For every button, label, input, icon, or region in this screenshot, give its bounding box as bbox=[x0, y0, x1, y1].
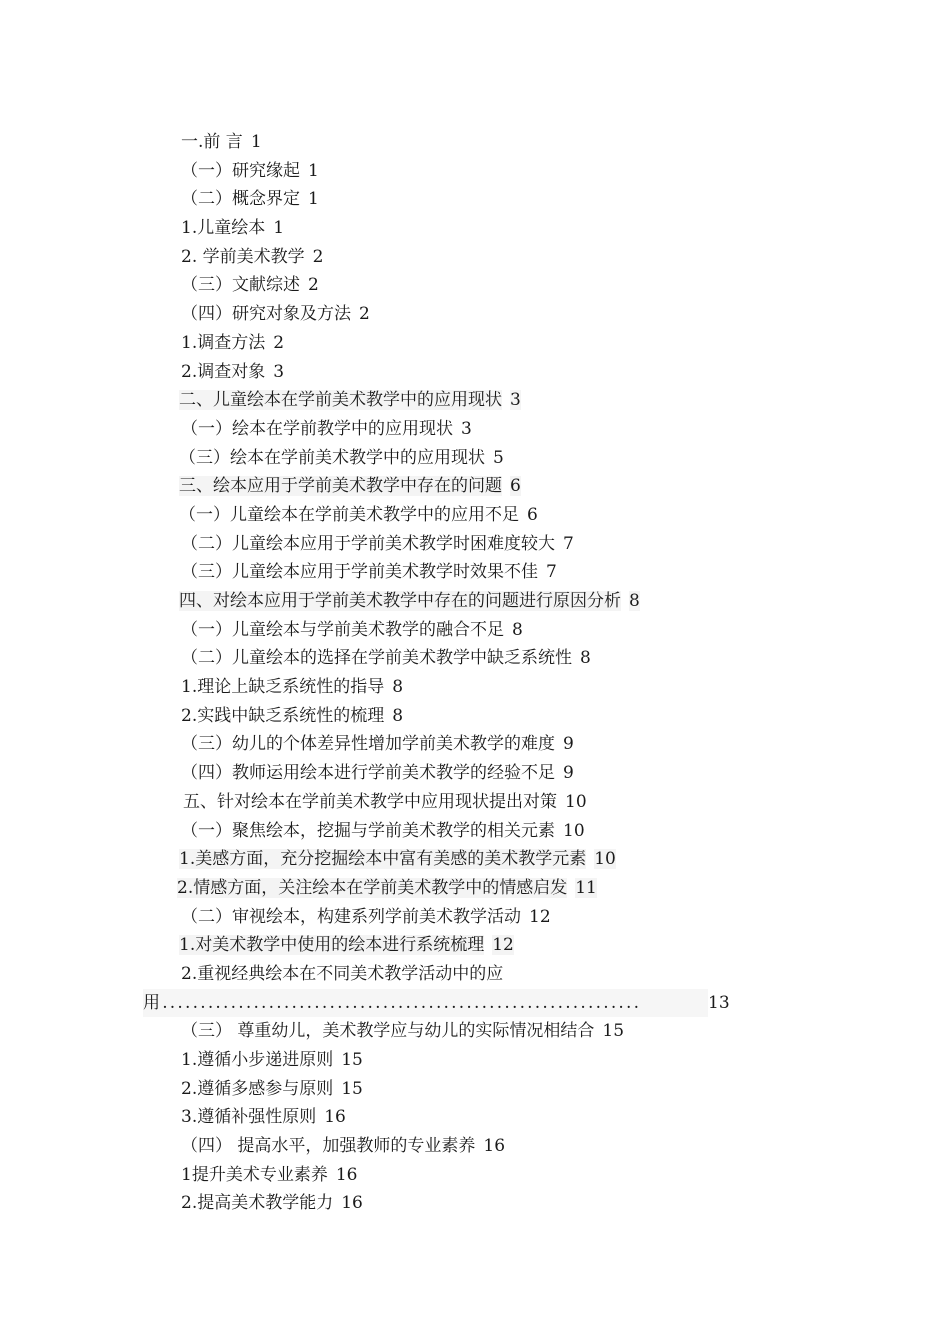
toc-entry-title: 2.重视经典绘本在不同美术教学活动中的应 bbox=[181, 963, 504, 984]
toc-entry[interactable] bbox=[0, 673, 950, 702]
toc-entry-title: 1.对美术教学中使用的绘本进行系统梳理 bbox=[179, 935, 485, 956]
toc-entry[interactable] bbox=[0, 185, 950, 214]
toc-entry-page-number: 8 bbox=[629, 591, 640, 611]
toc-entry[interactable] bbox=[0, 128, 950, 157]
toc-entry[interactable] bbox=[0, 903, 950, 932]
toc-entry-page-number: 3 bbox=[461, 418, 472, 439]
toc-entry-title: 四、对绘本应用于学前美术教学中存在的问题进行原因分析 bbox=[179, 591, 621, 611]
toc-entry-title: （一）儿童绘本与学前美术教学的融合不足 bbox=[181, 619, 504, 640]
toc-entry[interactable] bbox=[0, 1075, 950, 1104]
toc-entry[interactable] bbox=[0, 329, 950, 358]
toc-entry[interactable] bbox=[0, 587, 950, 616]
toc-entry-page-number: 15 bbox=[341, 1050, 363, 1070]
toc-entry-page-number: 16 bbox=[324, 1107, 346, 1128]
toc-entry-title: （三）文献综述 bbox=[181, 275, 300, 296]
toc-entry-page-number: 3 bbox=[273, 361, 285, 382]
toc-entry-page-number: 8 bbox=[580, 648, 591, 669]
toc-entry-page-number: 5 bbox=[493, 447, 504, 468]
toc-entry[interactable] bbox=[0, 845, 950, 874]
toc-entry[interactable] bbox=[0, 243, 950, 272]
toc-entry-page-number: 2 bbox=[308, 275, 319, 296]
toc-entry-title: 一.前 言 bbox=[181, 132, 243, 152]
toc-entry-title: （一）聚焦绘本，挖掘与学前美术教学的相关元素 bbox=[181, 820, 555, 841]
toc-entry-page-number: 10 bbox=[565, 791, 587, 812]
toc-entry-title: （二）审视绘本，构建系列学前美术教学活动 bbox=[181, 906, 521, 927]
toc-entry-page-number: 3 bbox=[510, 390, 521, 411]
toc-entry-page-number: 12 bbox=[492, 935, 514, 956]
toc-entry-title: （一）儿童绘本在学前美术教学中的应用不足 bbox=[179, 504, 519, 525]
toc-entry-page-number: 7 bbox=[563, 533, 574, 554]
toc-entry-title: （四）教师运用绘本进行学前美术教学的经验不足 bbox=[181, 763, 555, 784]
toc-entry-title: （二）概念界定 bbox=[181, 189, 300, 210]
toc-entry-page-number: 16 bbox=[335, 1164, 358, 1185]
toc-entry-title: （一）绘本在学前教学中的应用现状 bbox=[181, 418, 453, 439]
toc-entry[interactable] bbox=[0, 214, 950, 243]
toc-entry-title: 2.提高美术教学能力 bbox=[181, 1193, 334, 1214]
toc-entry[interactable] bbox=[0, 271, 950, 300]
toc-entry-title: 2.实践中缺乏系统性的梳理 bbox=[181, 705, 385, 726]
toc-entry-title: 三、绘本应用于学前美术教学中存在的问题 bbox=[179, 476, 502, 497]
toc-entry-page-number: 8 bbox=[512, 619, 523, 640]
toc-entry[interactable] bbox=[0, 702, 950, 731]
toc-entry-page-number: 9 bbox=[563, 734, 574, 755]
toc-entry-title: 1.理论上缺乏系统性的指导 bbox=[181, 677, 385, 698]
toc-entry-title: （四）研究对象及方法 bbox=[181, 304, 351, 325]
toc-entry-title: （三） 尊重幼儿，美术教学应与幼儿的实际情况相结合 bbox=[181, 1021, 595, 1042]
toc-entry[interactable] bbox=[0, 415, 950, 444]
toc-entry-title: （三）绘本在学前美术教学中的应用现状 bbox=[179, 447, 485, 468]
toc-entry-continuation[interactable] bbox=[0, 989, 950, 1018]
toc-entry[interactable] bbox=[0, 558, 950, 587]
toc-entry-page-number: 1 bbox=[250, 132, 262, 152]
toc-entry-page-number: 2 bbox=[359, 304, 370, 325]
toc-entry-page-number: 9 bbox=[563, 763, 574, 784]
toc-entry-page-number: 16 bbox=[483, 1136, 506, 1157]
toc-entry-title: 1.遵循小步递进原则 bbox=[181, 1050, 334, 1070]
toc-entry[interactable] bbox=[0, 788, 950, 817]
toc-entry-page-number: 16 bbox=[341, 1193, 363, 1214]
toc-entry[interactable] bbox=[0, 931, 950, 960]
toc-entry[interactable] bbox=[0, 616, 950, 645]
toc-entry-title: （一）研究缘起 bbox=[181, 160, 300, 181]
toc-entry-page-number: 15 bbox=[602, 1021, 625, 1042]
toc-continuation-text: 用 bbox=[143, 992, 163, 1013]
toc-entry[interactable] bbox=[0, 157, 950, 186]
toc-entry-page-number: 1 bbox=[308, 160, 319, 181]
toc-entry-page-number: 7 bbox=[546, 562, 557, 583]
toc-entry-title: 1.调查方法 bbox=[181, 332, 266, 353]
toc-entry[interactable] bbox=[0, 960, 950, 989]
toc-entry-title: （二）儿童绘本的选择在学前美术教学中缺乏系统性 bbox=[181, 648, 572, 669]
toc-entry-title: 2.情感方面，关注绘本在学前美术教学中的情感启发 bbox=[177, 877, 568, 898]
toc-entry[interactable] bbox=[0, 501, 950, 530]
toc-entry-page-number: 13 bbox=[708, 992, 730, 1013]
toc-entry[interactable] bbox=[0, 1132, 950, 1161]
toc-entry-title: 1.美感方面，充分挖掘绘本中富有美感的美术教学元素 bbox=[179, 849, 587, 870]
toc-entry-title: 2.遵循多感参与原则 bbox=[181, 1078, 334, 1099]
toc-dot-leader bbox=[143, 989, 708, 1018]
toc-entry-title: （二）儿童绘本应用于学前美术教学时困难度较大 bbox=[181, 533, 555, 554]
toc-entry[interactable] bbox=[0, 1161, 950, 1190]
toc-entry-title: 2.调查对象 bbox=[181, 361, 266, 382]
toc-entry[interactable] bbox=[0, 358, 950, 387]
toc-entry[interactable] bbox=[0, 1017, 950, 1046]
toc-entry-page-number: 2 bbox=[312, 246, 324, 267]
toc-entry-title: 二、儿童绘本在学前美术教学中的应用现状 bbox=[179, 390, 502, 411]
toc-entry[interactable] bbox=[0, 530, 950, 559]
toc-entry-title: 1.儿童绘本 bbox=[181, 218, 266, 239]
toc-entry[interactable] bbox=[0, 300, 950, 329]
toc-entry-page-number: 1 bbox=[308, 189, 319, 210]
toc-entry-title: 1提升美术专业素养 bbox=[181, 1164, 328, 1185]
toc-entry-title: （三）幼儿的个体差异性增加学前美术教学的难度 bbox=[181, 734, 555, 755]
toc-entry-page-number: 8 bbox=[392, 677, 404, 698]
toc-entry-title: 2. 学前美术教学 bbox=[181, 246, 305, 267]
toc-entry-page-number: 10 bbox=[594, 849, 616, 870]
toc-entry[interactable] bbox=[0, 874, 950, 903]
toc-entry-page-number: 10 bbox=[563, 820, 585, 841]
toc-leader-dots: ............................................................... bbox=[162, 992, 642, 1013]
toc-entry-page-number: 6 bbox=[527, 504, 538, 525]
toc-entry[interactable] bbox=[0, 644, 950, 673]
toc-entry[interactable] bbox=[0, 1046, 950, 1075]
toc-entry-title: 五、针对绘本在学前美术教学中应用现状提出对策 bbox=[183, 791, 557, 812]
toc-entry[interactable] bbox=[0, 759, 950, 788]
toc-entry-page-number: 1 bbox=[273, 218, 285, 239]
toc-entry-page-number: 11 bbox=[575, 877, 597, 898]
toc-entry-title: （三）儿童绘本应用于学前美术教学时效果不佳 bbox=[181, 562, 538, 583]
table-of-contents bbox=[0, 128, 950, 1218]
toc-entry[interactable] bbox=[0, 1189, 950, 1218]
toc-entry-page-number: 12 bbox=[529, 906, 551, 927]
toc-entry-title: 3.遵循补强性原则 bbox=[181, 1107, 317, 1128]
toc-entry-page-number: 2 bbox=[273, 332, 285, 353]
toc-entry-page-number: 6 bbox=[510, 476, 521, 497]
toc-entry-page-number: 15 bbox=[341, 1078, 363, 1099]
toc-entry[interactable] bbox=[0, 472, 950, 501]
toc-entry[interactable] bbox=[0, 817, 950, 846]
toc-entry[interactable] bbox=[0, 444, 950, 473]
toc-entry-title: （四） 提高水平，加强教师的专业素养 bbox=[181, 1136, 476, 1157]
toc-entry[interactable] bbox=[0, 386, 950, 415]
toc-entry[interactable] bbox=[0, 730, 950, 759]
toc-entry[interactable] bbox=[0, 1103, 950, 1132]
toc-entry-page-number: 8 bbox=[392, 705, 404, 726]
